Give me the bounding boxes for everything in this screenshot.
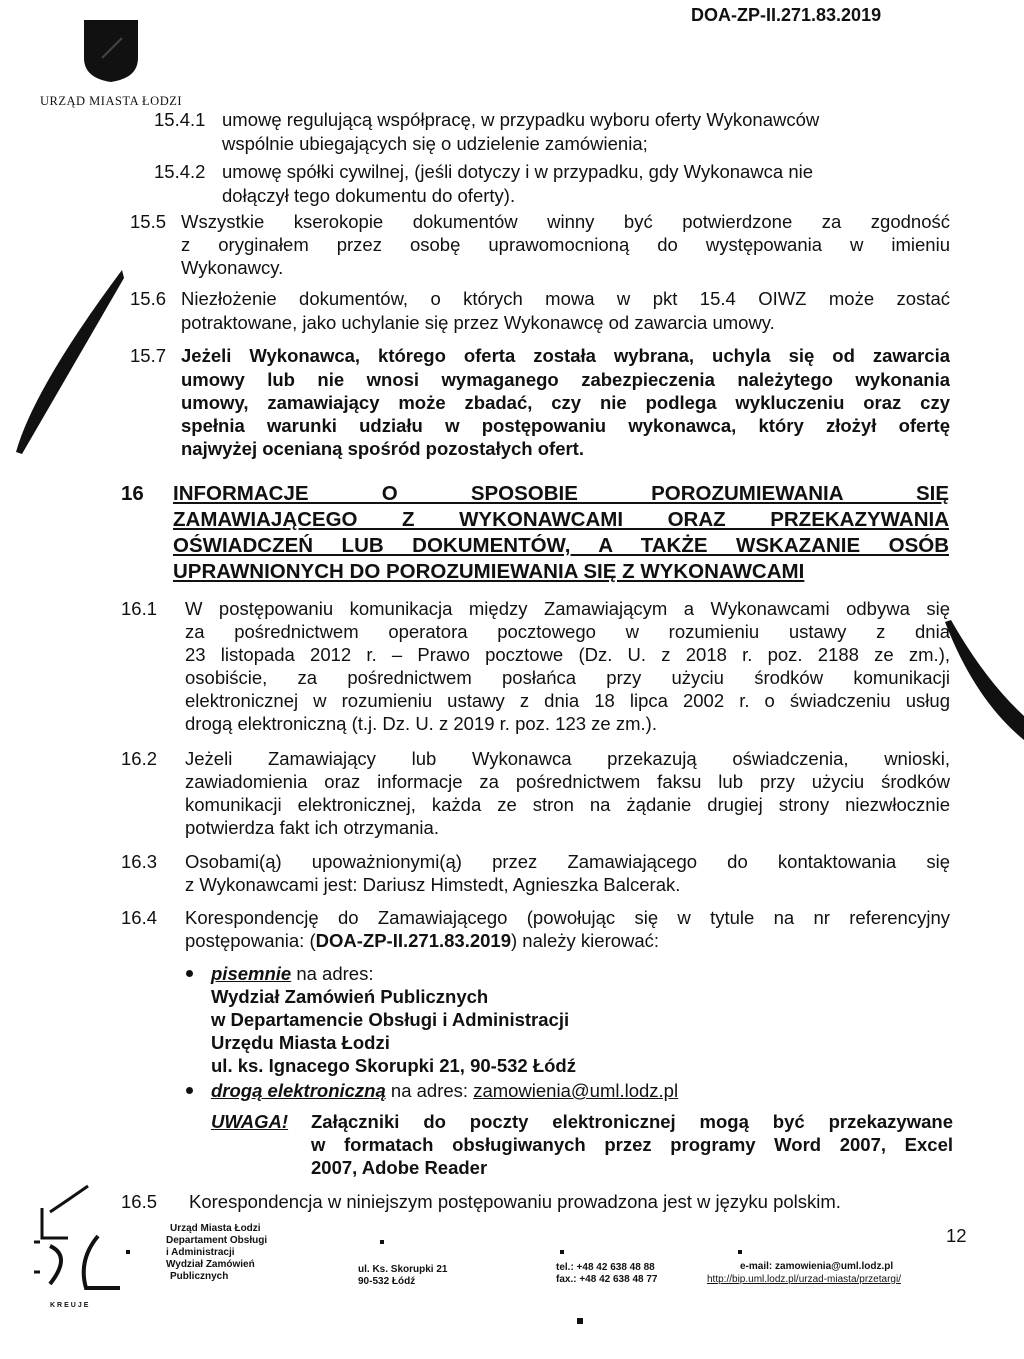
- reference-prefix: postępowania: (: [185, 930, 316, 951]
- item-number: 15.6: [130, 288, 167, 309]
- footer-dept: Publicznych: [170, 1271, 229, 1282]
- item-text: umowy lub nie wnosi wymaganego zabezpieczenia należytego wykonania: [181, 369, 950, 390]
- footer-dot: [380, 1240, 384, 1244]
- item-text: umowę regulującą współpracę, w przypadku wyboru oferty Wykonawców: [222, 109, 820, 130]
- item-text: za pośrednictwem operatora pocztowego w rozumieniu ustawy z dnia: [185, 621, 950, 642]
- item-text: Jeżeli Wykonawca, którego oferta została wybrana, uchyla się od zawarcia: [181, 345, 950, 366]
- item-text: umowę spółki cywilnej, (jeśli dotyczy i w przypadku, gdy Wykonawca nie: [222, 161, 814, 182]
- uwaga-text: 2007, Adobe Reader: [311, 1157, 488, 1178]
- document-reference: DOA-ZP-II.271.83.2019: [691, 5, 882, 25]
- org-name: URZĄD MIASTA ŁODZI: [40, 94, 183, 108]
- item-number: 16.4: [121, 907, 158, 928]
- item-text: komunikacji elektronicznej, każda ze stron na żądanie drugiej strony niezwłocznie: [185, 794, 950, 815]
- item-number: 16.2: [121, 748, 158, 769]
- item-text: 23 listopada 2012 r. – Prawo pocztowe (Dz. U. z 2018 r. poz. 2188 ze zm.),: [185, 644, 950, 665]
- footer-url[interactable]: http://bip.uml.lodz.pl/urzad-miasta/przetargi/: [707, 1274, 901, 1285]
- item-text: wspólnie ubiegających się o udzielenie zamówienia;: [222, 133, 648, 154]
- address-line: ul. ks. Ignacego Skorupki 21, 90-532 Łódź: [211, 1055, 576, 1076]
- address-line: Wydział Zamówień Publicznych: [211, 986, 489, 1007]
- footer-email[interactable]: e-mail: zamowienia@uml.lodz.pl: [740, 1261, 894, 1272]
- bullet-text: na adres:: [291, 963, 374, 984]
- item-text: dołączył tego dokumentu do oferty).: [222, 185, 516, 206]
- address-line: w Departamencie Obsługi i Administracji: [211, 1009, 570, 1030]
- logo-text: KREUJE: [50, 1302, 91, 1309]
- reference-suffix: ) należy kierować:: [511, 930, 660, 951]
- margin-mark-left: [14, 268, 124, 458]
- item-number: 15.7: [130, 345, 167, 366]
- item-text: elektronicznej w rozumieniu ustawy z dnia 18 lipca 2002 r. o świadczeniu usług: [185, 690, 950, 711]
- item-text: z oryginałem przez osobę uprawomocnioną do występowania w imieniu: [181, 234, 950, 255]
- item-text: Niezłożenie dokumentów, o których mowa w pkt 15.4 OIWZ może zostać: [181, 288, 950, 309]
- bullet-label: pisemnie: [211, 963, 292, 984]
- item-text: W postępowaniu komunikacja między Zamawiającym a Wykonawcami odbywa się: [185, 598, 950, 619]
- item-text: umowy, zamawiający może zbadać, czy nie podlega wykluczeniu oraz czy: [181, 392, 950, 413]
- address-line: Urzędu Miasta Łodzi: [211, 1032, 390, 1053]
- bullet-item-postal: [211, 962, 373, 985]
- section-heading: ZAMAWIAJĄCEGO Z WYKONAWCAMI ORAZ PRZEKAZYWANIA: [173, 508, 949, 531]
- reference-number: DOA-ZP-II.271.83.2019: [315, 930, 511, 951]
- item-number: 16.5: [121, 1191, 158, 1212]
- item-text: najwyżej ocenianą spośród pozostałych ofert.: [181, 438, 584, 459]
- section-heading: OŚWIADCZEŃ LUB DOKUMENTÓW, A TAKŻE WSKAZANIE OSÓB: [173, 534, 949, 557]
- uwaga-text: Załączniki do poczty elektronicznej mogą być przekazywane: [311, 1111, 953, 1132]
- footer-tel: tel.: +48 42 638 48 88: [556, 1262, 655, 1273]
- item-text: potwierdza fakt ich otrzymania.: [185, 817, 439, 838]
- header-emblem: [82, 18, 140, 84]
- footer-dot: [738, 1250, 742, 1254]
- item-text: drogą elektroniczną (t.j. Dz. U. z 2019 r. poz. 123 ze zm.).: [185, 713, 657, 734]
- item-number: 15.4.1: [154, 109, 206, 130]
- city-logo-icon: [28, 1180, 138, 1300]
- footer-dept: Wydział Zamówień: [166, 1259, 255, 1270]
- item-text: osobiście, za pośrednictwem posłańca przy użyciu środków komunikacji: [185, 667, 950, 688]
- uwaga-label: UWAGA!: [211, 1111, 289, 1132]
- item-text: spełnia warunki udziału w postępowaniu wykonawca, który złożył ofertę: [181, 415, 950, 436]
- footer-dept: Urząd Miasta Łodzi: [170, 1223, 261, 1234]
- margin-mark-right: [945, 620, 1024, 740]
- bullet-icon: [186, 970, 193, 977]
- item-number: 16.1: [121, 598, 158, 619]
- footer-dept: Departament Obsługi: [166, 1235, 268, 1246]
- item-text: Osobami(ą) upoważnionymi(ą) przez Zamawiającego do kontaktowania się: [185, 851, 950, 872]
- section-heading: UPRAWNIONYCH DO POROZUMIEWANIA SIĘ Z WYKONAWCAMI: [173, 560, 805, 583]
- item-text: potraktowane, jako uchylanie się przez Wykonawcę od zawarcia umowy.: [181, 312, 775, 333]
- email-link[interactable]: zamowienia@uml.lodz.pl: [473, 1080, 679, 1101]
- section-number: 16: [121, 482, 144, 505]
- item-number: 15.5: [130, 211, 167, 232]
- footer-fax: fax.: +48 42 638 48 77: [556, 1274, 658, 1285]
- page-number: 12: [946, 1225, 967, 1246]
- footer-dept: i Administracji: [166, 1247, 235, 1258]
- bullet-icon: [186, 1087, 193, 1094]
- footer-street: ul. Ks. Skorupki 21: [358, 1264, 448, 1275]
- city-crest-icon: [82, 18, 140, 84]
- item-text: Wszystkie kserokopie dokumentów winny być potwierdzone za zgodność: [181, 211, 950, 232]
- item-text: z Wykonawcami jest: Dariusz Himstedt, Agnieszka Balcerak.: [185, 874, 681, 895]
- item-text: Korespondencja w niniejszym postępowaniu prowadzona jest w języku polskim.: [189, 1191, 841, 1212]
- bullet-text: na adres:: [385, 1080, 474, 1101]
- footer-dot: [560, 1250, 564, 1254]
- uwaga-text: w formatach obsługiwanych przez programy Word 2007, Excel: [311, 1134, 953, 1155]
- item-text: [185, 929, 659, 952]
- item-text: Wykonawcy.: [181, 257, 284, 278]
- item-number: 16.3: [121, 851, 158, 872]
- item-text: zawiadomienia oraz informacje za pośrednictwem faksu lub przy użyciu środków: [185, 771, 950, 792]
- page-dot: [577, 1318, 583, 1324]
- bullet-item-electronic: [211, 1079, 678, 1102]
- footer-city: 90-532 Łódź: [358, 1276, 416, 1287]
- bullet-label: drogą elektroniczną: [211, 1080, 386, 1101]
- item-number: 15.4.2: [154, 161, 206, 182]
- item-text: Jeżeli Zamawiający lub Wykonawca przekazują oświadczenia, wnioski,: [185, 748, 950, 769]
- item-text: Korespondencję do Zamawiającego (powołując się w tytule na nr referencyjny: [185, 907, 950, 928]
- section-heading: INFORMACJE O SPOSOBIE POROZUMIEWANIA SIĘ: [173, 482, 949, 505]
